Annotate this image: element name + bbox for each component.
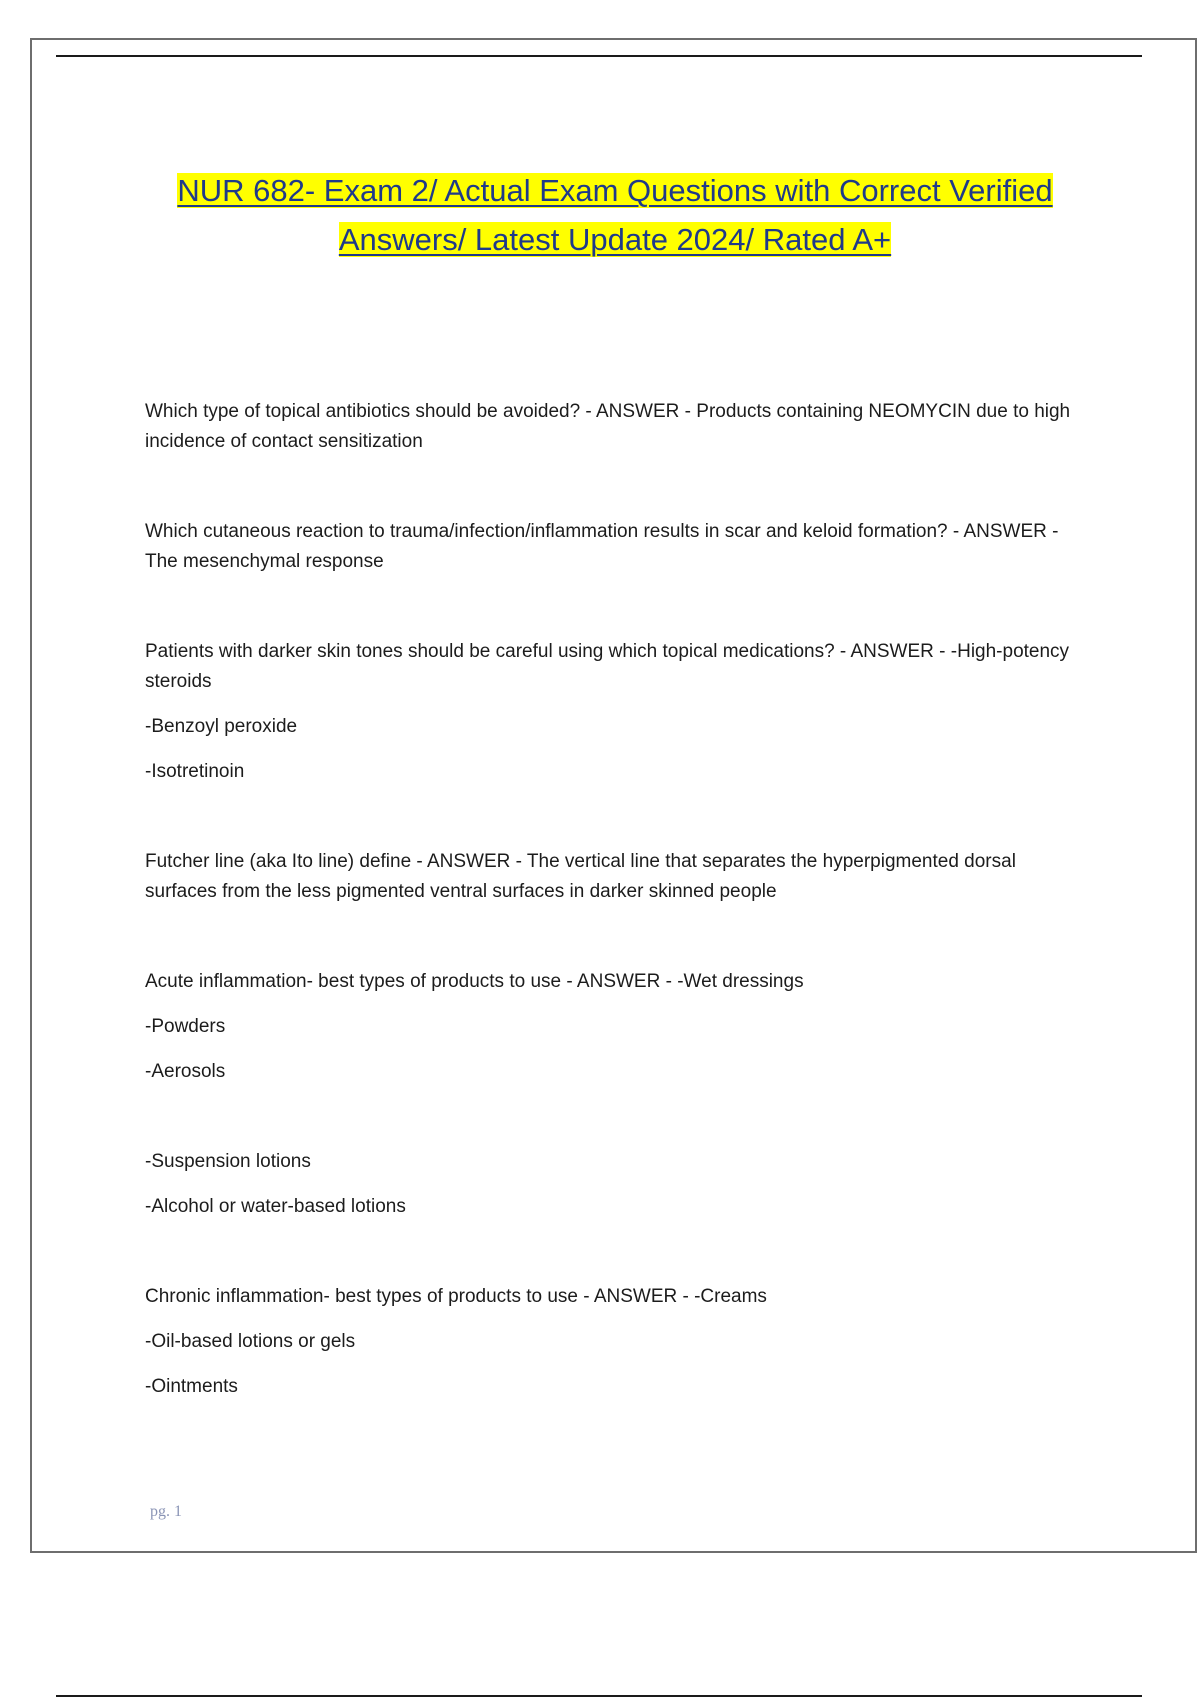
qa-item [145,517,1080,577]
qa-list-line: -Ointments [145,1376,238,1397]
qa-text: Futcher line (aka Ito line) define - ANSWER - The vertical line that separates the hyperpigmented dorsal surfaces from the less pigmented ventral surfaces in darker skinned people [145,851,1016,902]
qa-item [145,1282,1080,1402]
top-rule [56,55,1142,57]
qa-text: Patients with darker skin tones should be careful using which topical medications? - ANSWER - -High-potency steroids [145,641,1070,692]
title-line-2: Answers/ Latest Update 2024/ Rated A+ [338,222,892,257]
qa-list-line: -Alcohol or water-based lotions [145,1196,406,1217]
qa-list-line: -Aerosols [145,1061,226,1082]
qa-text: Acute inflammation- best types of products to use - ANSWER - -Wet dressings [145,971,804,992]
qa-list-line: -Powders [145,1016,226,1037]
qa-list-line: -Oil-based lotions or gels [145,1331,356,1352]
qa-item [145,967,1080,1087]
qa-item [145,637,1080,787]
qa-item [145,397,1080,457]
qa-item [145,1147,1080,1222]
qa-list-line: -Benzoyl peroxide [145,716,298,737]
bottom-rule [56,1695,1142,1697]
document-title [100,166,1130,264]
qa-text: Which cutaneous reaction to trauma/infection/inflammation results in scar and keloid formation? - ANSWER - The mesenchymal response [145,521,1059,572]
qa-text: Which type of topical antibiotics should be avoided? - ANSWER - Products containing NEOMYCIN due to high incidence of contact sensitization [145,401,1071,452]
title-line-1: NUR 682- Exam 2/ Actual Exam Questions with Correct Verified [177,173,1053,208]
qa-list-line: -Suspension lotions [145,1151,311,1172]
qa-item [145,847,1080,907]
page-number: pg. 1 [150,1503,182,1520]
qa-list-line: -Isotretinoin [145,761,245,782]
qa-content [145,397,1080,1402]
qa-text: Chronic inflammation- best types of products to use - ANSWER - -Creams [145,1286,767,1307]
